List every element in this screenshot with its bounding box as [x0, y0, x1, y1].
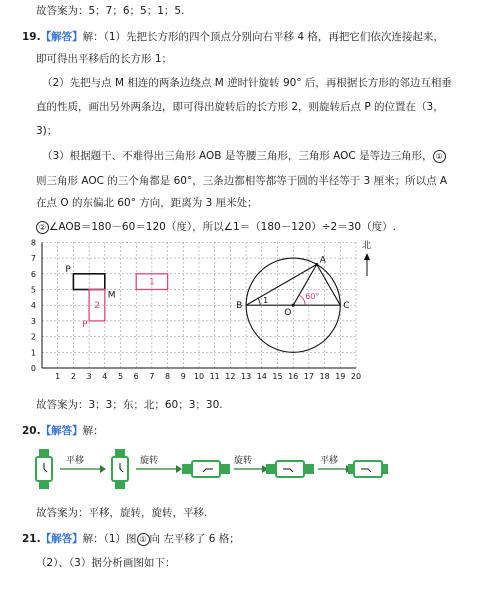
point-o [292, 304, 295, 307]
q20-tag: 【解答】 [40, 425, 83, 437]
x-tick-label: 1 [55, 372, 61, 381]
arrow-rotate-1 [136, 454, 182, 473]
arrow-label-3: 旋转 [234, 456, 253, 466]
q19-text-6: （3）根据题干、不难得出三角形 AOB 是等腰三角形，三角形 AOC 是等边三角形， [42, 150, 433, 162]
q19-line-6 [42, 149, 446, 163]
q21-text-1a: 解：（1）图 [82, 533, 137, 545]
label-p-bottom: P [82, 319, 88, 330]
x-tick-label: 14 [256, 372, 267, 381]
x-tick-label: 3 [86, 372, 92, 381]
x-tick-label: 10 [193, 372, 205, 381]
y-tick-label: 1 [30, 348, 36, 358]
x-tick-label: 9 [180, 372, 186, 381]
label-rect-2: 2 [94, 301, 100, 312]
q21-text-1b: 向 左平移了 6 格； [149, 533, 240, 545]
x-tick-label: 12 [225, 372, 236, 381]
q19-line-9 [36, 220, 396, 234]
circled-two: ② [36, 221, 49, 234]
y-tick-label: 2 [30, 332, 36, 342]
q19-line-7: 则三角形 AOC 的三个角都是 60°，三条边都相等都等于圆的半径等于 3 厘米；所以点 A [36, 175, 448, 187]
watch-transform-row [28, 444, 388, 494]
x-tick-label: 7 [149, 372, 155, 381]
q19-line-1 [22, 30, 444, 44]
q21-line-2: （2）、（3）据分析画图如下： [36, 557, 176, 569]
x-tick-label: 17 [303, 372, 314, 381]
circled-one: ① [433, 150, 446, 163]
label-m: M [107, 290, 116, 301]
x-tick-label: 18 [319, 372, 330, 381]
q20-answer-line: 故答案为：平移，旋转，旋转，平移. [36, 507, 208, 519]
label-rect-1: 1 [149, 277, 155, 288]
x-tick-label: 4 [102, 372, 108, 381]
q19-line-2: 即可得出平移后的长方形 1； [36, 53, 173, 65]
y-tick-label: 6 [30, 269, 36, 279]
watch-icon-upright-1 [36, 449, 52, 489]
q19-answer-line: 故答案为：3；3；东；北；60；3；30. [36, 399, 223, 411]
x-tick-label: 20 [350, 372, 362, 381]
x-tick-label: 6 [133, 372, 139, 381]
point-a [315, 263, 318, 266]
q19-line-8: 在点 O 的东偏北 60° 方向，距离为 3 厘米处； [36, 197, 258, 209]
y-tick-label: 0 [30, 364, 36, 373]
label-c: C [343, 301, 350, 312]
label-angle-1: 1 [263, 296, 269, 306]
q21-number: 21. [22, 533, 41, 545]
y-tick-label: 5 [30, 285, 36, 295]
x-tick-label: 13 [241, 372, 252, 381]
q19-line-4: 直的性质，画出另外两条边，即可得出旋转后的长方形 2，则旋转后点 P 的位置在（3， [36, 101, 444, 113]
q20-line-1 [22, 424, 104, 438]
x-tick-label: 19 [335, 372, 346, 381]
q19-line-5: 3)； [36, 125, 58, 137]
y-tick-label: 7 [30, 254, 36, 264]
q21-line-1 [22, 532, 240, 546]
x-tick-label: 8 [165, 372, 171, 381]
x-tick-label: 15 [272, 372, 283, 381]
watch-icon-horizontal-1 [182, 461, 230, 477]
arrow-label-1: 平移 [66, 456, 85, 466]
coordinate-figure [28, 238, 373, 388]
arrow-translate-1 [60, 454, 106, 473]
arrow-rotate-2 [234, 454, 268, 473]
y-tick-label: 3 [30, 316, 36, 326]
circled-one-q21: ① [137, 533, 150, 546]
q19-text-9: ∠AOB＝180－60＝120（度），所以∠1＝（180－120）÷2＝30（度）. [49, 221, 396, 233]
angle-arc-1 [258, 298, 260, 305]
label-o: O [284, 308, 292, 319]
q20-number: 20. [22, 425, 41, 437]
label-b: B [236, 301, 243, 312]
y-tick-label: 8 [30, 238, 36, 248]
label-a: A [319, 255, 326, 266]
north-arrow-icon [364, 253, 370, 276]
answer-line-prev: 故答案为：5；7；6；5；1；5. [36, 5, 185, 17]
arrow-label-4: 平移 [320, 456, 339, 466]
label-p-top: P [65, 264, 71, 275]
q19-tag: 【解答】 [40, 31, 83, 43]
watch-icon-horizontal-2 [266, 461, 314, 477]
watch-icon-upright-2 [112, 449, 128, 489]
arrow-translate-2 [318, 454, 352, 473]
q20-text-1: 解： [82, 425, 104, 437]
x-tick-label: 11 [209, 372, 220, 381]
x-tick-label: 16 [288, 372, 299, 381]
q19-text-1: 解：（1）先把长方形的四个顶点分别向右平移 4 格，再把它们依次连接起来， [82, 31, 444, 43]
label-60-degrees: 60° [305, 292, 320, 302]
segment-ca [317, 264, 341, 305]
q19-line-3: （2）先把与点 M 相连的两条边绕点 M 逆时针旋转 90° 后，再根据长方形的邻边互相垂 [42, 77, 452, 89]
north-label: 北 [362, 241, 372, 251]
q19-number: 19. [22, 31, 41, 43]
x-tick-label: 5 [117, 372, 124, 381]
watch-icon-horizontal-3 [348, 461, 388, 477]
x-tick-label: 2 [70, 372, 76, 381]
y-tick-label: 4 [30, 301, 36, 311]
axis-labels [31, 238, 361, 381]
q21-tag: 【解答】 [40, 533, 83, 545]
arrow-label-2: 旋转 [140, 456, 159, 466]
